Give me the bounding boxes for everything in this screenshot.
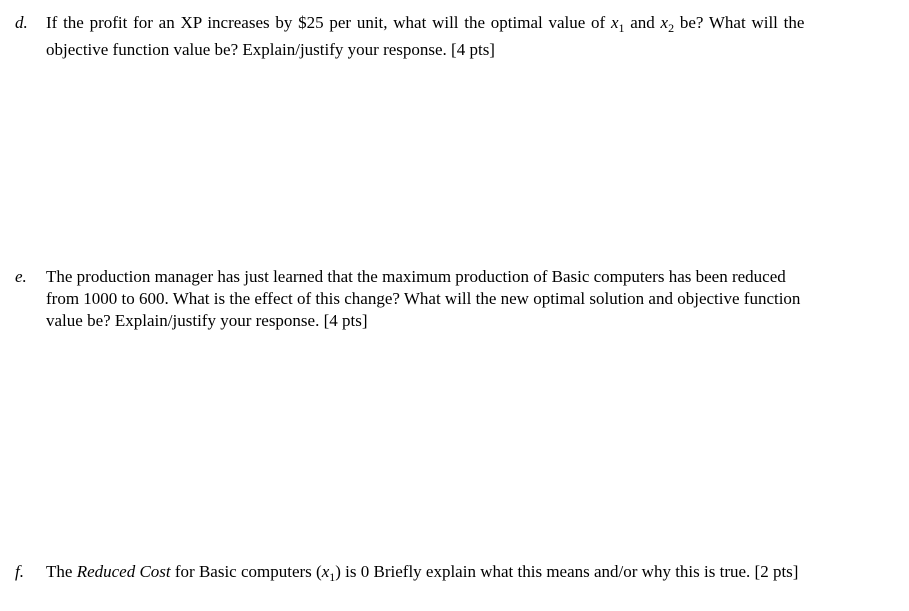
question-label: e.: [15, 267, 27, 286]
question-line: objective function value be? Explain/justify your response. [4 pts]: [46, 40, 495, 59]
question-text: [46, 561, 886, 588]
text-segment: If the profit for an XP increases by $25 per unit, what will the optimal value of: [46, 13, 611, 32]
question-line: [46, 561, 886, 588]
question-text: [46, 266, 886, 332]
question-label: d.: [15, 13, 28, 32]
question-label: f.: [15, 562, 24, 581]
text-segment: be? What will the: [674, 13, 805, 32]
reduced-cost-term: Reduced Cost: [76, 562, 171, 581]
text-segment: for Basic computers (: [170, 562, 322, 581]
question-line: from 1000 to 600. What is the effect of this change? What will the new optimal solution and objective function: [46, 289, 801, 308]
question-text: [46, 12, 886, 61]
question-line: value be? Explain/justify your response. [4 pts]: [46, 311, 368, 330]
question-line: [46, 12, 886, 39]
text-segment: The: [46, 562, 77, 581]
question-line: The production manager has just learned that the maximum production of Basic computers has been reduced: [46, 267, 786, 286]
text-segment: and: [624, 13, 661, 32]
text-segment: ) is 0 Briefly explain what this means and/or why this is true. [2 pts]: [335, 562, 799, 581]
variable-x1: $x_1$: [321, 562, 336, 584]
variable-x2: $x_2$: [660, 13, 675, 35]
variable-x1: $x_1$: [610, 13, 625, 35]
